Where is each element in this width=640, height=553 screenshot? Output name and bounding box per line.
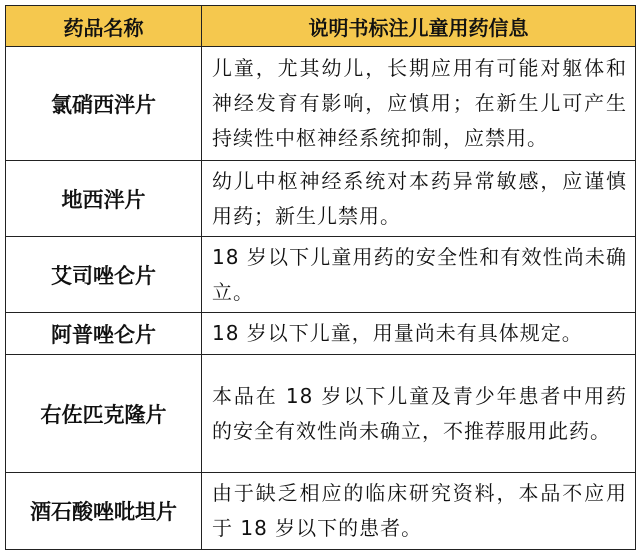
table-row bbox=[6, 313, 636, 355]
usage-info-cell: 幼儿中枢神经系统对本药异常敏感，应谨慎用药；新生儿禁用。 bbox=[202, 161, 636, 237]
table-header-row bbox=[6, 6, 636, 47]
drug-name-cell: 地西泮片 bbox=[6, 161, 202, 237]
drug-name-cell: 右佐匹克隆片 bbox=[6, 355, 202, 473]
header-drug-name: 药品名称 bbox=[6, 6, 202, 47]
table-row bbox=[6, 355, 636, 473]
usage-info-cell: 儿童，尤其幼儿，长期应用有可能对躯体和神经发育有影响，应慎用；在新生儿可产生持续性中枢神经系统抑制，应禁用。 bbox=[202, 47, 636, 161]
usage-info-cell: 本品在 18 岁以下儿童及青少年患者中用药的安全有效性尚未确立，不推荐服用此药。 bbox=[202, 355, 636, 473]
table-row bbox=[6, 237, 636, 313]
drug-info-table bbox=[5, 5, 636, 550]
table-row bbox=[6, 47, 636, 161]
drug-name-cell: 艾司唑仑片 bbox=[6, 237, 202, 313]
usage-info-cell: 由于缺乏相应的临床研究资料，本品不应用于 18 岁以下的患者。 bbox=[202, 473, 636, 550]
drug-name-cell: 氯硝西泮片 bbox=[6, 47, 202, 161]
drug-name-cell: 酒石酸唑吡坦片 bbox=[6, 473, 202, 550]
usage-info-cell: 18 岁以下儿童用药的安全性和有效性尚未确立。 bbox=[202, 237, 636, 313]
table-row bbox=[6, 161, 636, 237]
header-child-usage-info: 说明书标注儿童用药信息 bbox=[202, 6, 636, 47]
table-row bbox=[6, 473, 636, 550]
usage-info-cell: 18 岁以下儿童，用量尚未有具体规定。 bbox=[202, 313, 636, 355]
drug-name-cell: 阿普唑仑片 bbox=[6, 313, 202, 355]
